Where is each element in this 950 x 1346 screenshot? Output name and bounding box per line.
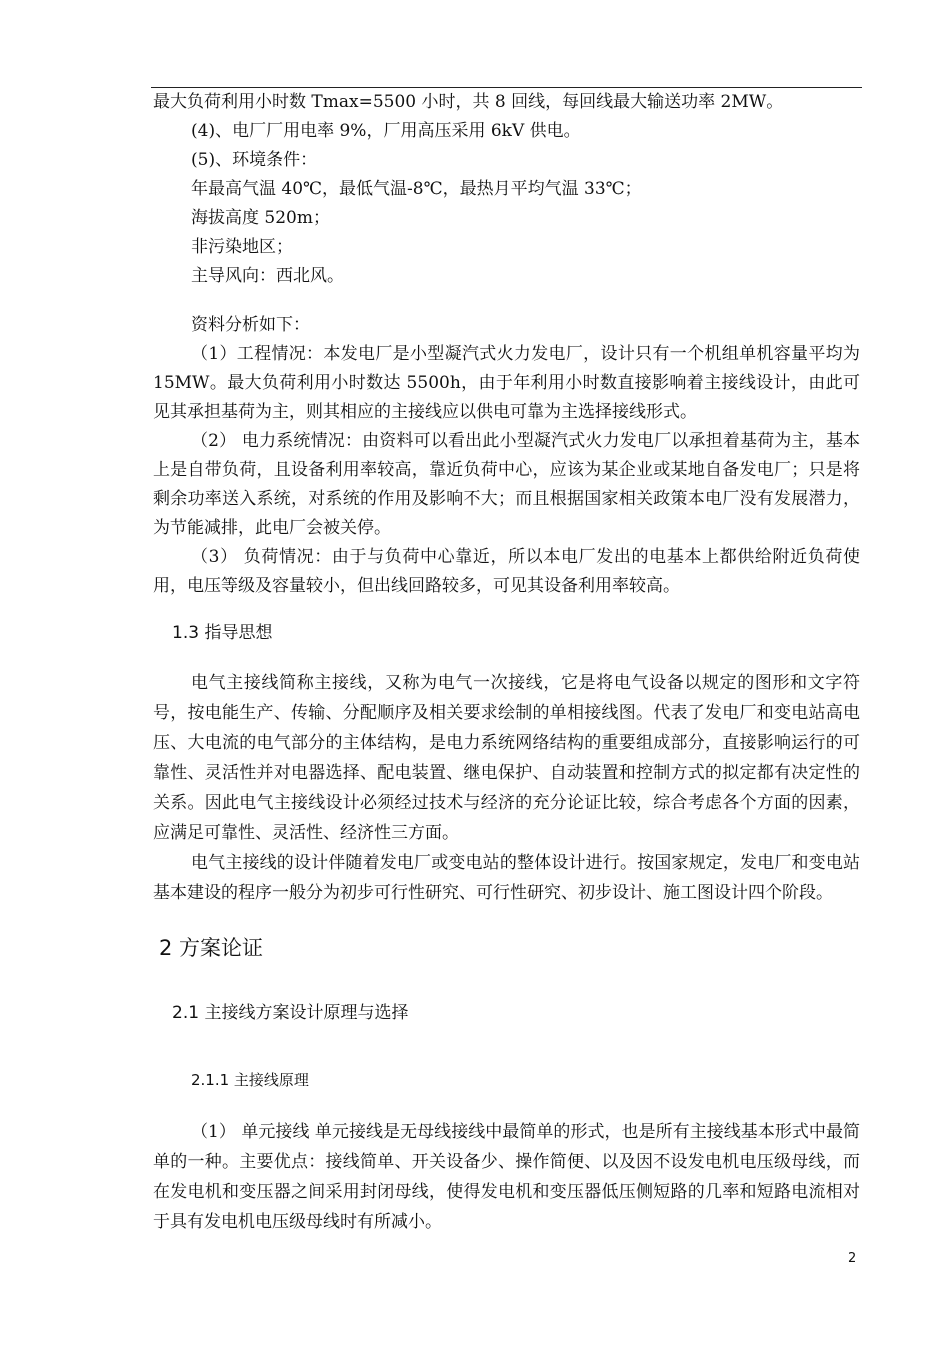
intro-line-5: 非污染地区； bbox=[191, 237, 293, 257]
intro-line-0: 最大负荷利用小时数 Tmax=5500 小时，共 8 回线，每回线最大输送功率 2MW。 bbox=[153, 92, 784, 112]
intro-line-4: 海拔高度 520m； bbox=[191, 208, 330, 228]
section-1-3-para-0: 电气主接线简称主接线，又称为电气一次接线，它是将电气设备以规定的图形和文字符号，按电能生产、传输、分配顺序及相关要求绘制的单相接线图。代表了发电厂和变电站高电压、大电流的电气部分的主体结构，是电力系统网络结构的重要组成部分，直接影响运行的可靠性、灵活性并对电器选择、配电装置、继电保护、自动装置和控制方式的拟定都有决定性的关系。因此电气主接线设计必须经过技术与经济的充分论证比较，综合考虑各个方面的因素，应满足可靠性、灵活性、经济性三方面。 bbox=[153, 673, 860, 843]
section-2-heading: 2 方案论证 bbox=[159, 936, 264, 960]
analysis-para-2: （3） 负荷情况：由于与负荷中心靠近，所以本电厂发出的电基本上都供给附近负荷使用，电压等级及容量较小，但出线回路较多，可见其设备利用率较高。 bbox=[153, 547, 860, 596]
page-number: 2 bbox=[848, 1251, 857, 1266]
section-2-1-heading: 2.1 主接线方案设计原理与选择 bbox=[172, 1003, 409, 1023]
section-1-3-heading: 1.3 指导思想 bbox=[172, 623, 273, 643]
section-1-3-para-1: 电气主接线的设计伴随着发电厂或变电站的整体设计进行。按国家规定，发电厂和变电站基本建设的程序一般分为初步可行性研究、可行性研究、初步设计、施工图设计四个阶段。 bbox=[153, 853, 860, 903]
intro-line-3: 年最高气温 40℃，最低气温-8℃，最热月平均气温 33℃； bbox=[191, 179, 642, 199]
intro-line-6: 主导风向：西北风。 bbox=[191, 266, 344, 286]
intro-line-1: (4)、电厂厂用电率 9%，厂用高压采用 6kV 供电。 bbox=[191, 121, 581, 141]
analysis-para-1: （2） 电力系统情况：由资料可以看出此小型凝汽式火力发电厂以承担着基荷为主，基本上是自带负荷，且设备利用率较高，靠近负荷中心，应该为某企业或某地自备发电厂；只是将剩余功率送入系统，对系统的作用及影响不大；而且根据国家相关政策本电厂没有发展潜力，为节能减排，此电厂会被关停。 bbox=[153, 431, 860, 538]
page-body bbox=[153, 88, 860, 1237]
analysis-title: 资料分析如下： bbox=[191, 315, 310, 335]
section-2-1-1-heading: 2.1.1 主接线原理 bbox=[191, 1071, 309, 1089]
analysis-para-0: （1）工程情况：本发电厂是小型凝汽式火力发电厂，设计只有一个机组单机容量平均为 15MW。最大负荷利用小时数达 5500h，由于年利用小时数直接影响着主接线设计，由此可见其承担基荷为主，则其相应的主接线应以供电可靠为主选择接线形式。 bbox=[153, 344, 860, 422]
intro-line-2: (5)、环境条件： bbox=[191, 150, 318, 170]
section-2-1-1-para-0: （1） 单元接线 单元接线是无母线接线中最简单的形式，也是所有主接线基本形式中最简单的一种。主要优点：接线简单、开关设备少、操作简便、以及因不设发电机电压级母线，而在发电机和变压器之间采用封闭母线，使得发电机和变压器低压侧短路的几率和短路电流相对于具有发电机电压级母线时有所减小。 bbox=[153, 1122, 860, 1232]
